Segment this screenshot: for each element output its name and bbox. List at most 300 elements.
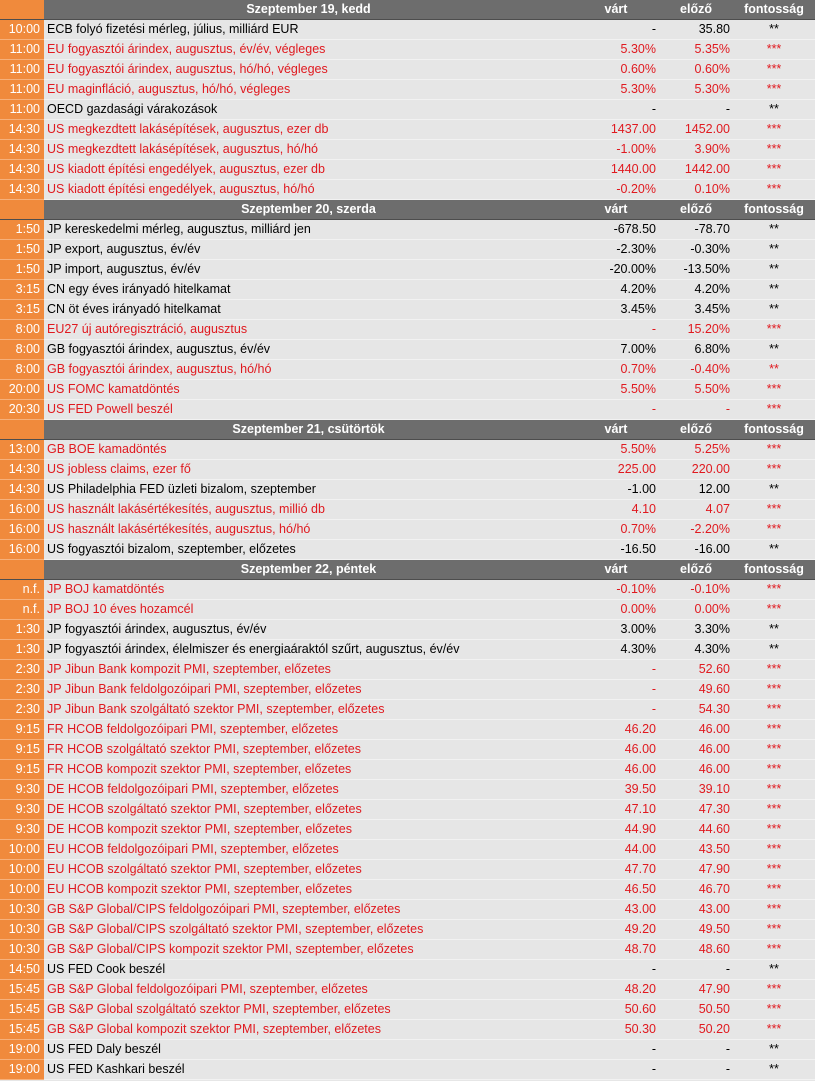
event-time: 3:15 (0, 300, 44, 320)
expected-value: - (573, 400, 659, 420)
expected-header: várt (573, 560, 659, 580)
importance-stars: *** (733, 740, 815, 760)
event-time: 8:00 (0, 360, 44, 380)
expected-header: várt (573, 420, 659, 440)
event-row (0, 760, 815, 780)
expected-value: 46.00 (573, 740, 659, 760)
expected-value: -16.50 (573, 540, 659, 560)
event-name: JP Jibun Bank kompozit PMI, szeptember, előzetes (44, 660, 573, 680)
expected-value: 47.10 (573, 800, 659, 820)
event-time: 1:50 (0, 220, 44, 240)
event-name: DE HCOB feldolgozóipari PMI, szeptember, előzetes (44, 780, 573, 800)
time-column-spacer (0, 560, 44, 580)
importance-stars: ** (733, 240, 815, 260)
expected-value: - (573, 680, 659, 700)
importance-stars: *** (733, 940, 815, 960)
event-name: US megkezdtett lakásépítések, augusztus, ezer db (44, 120, 573, 140)
event-row (0, 260, 815, 280)
event-name: JP BOJ 10 éves hozamcél (44, 600, 573, 620)
event-row (0, 300, 815, 320)
importance-stars: *** (733, 840, 815, 860)
day-title: Szeptember 19, kedd (44, 0, 573, 20)
event-row (0, 960, 815, 980)
event-name: US FED Cook beszél (44, 960, 573, 980)
event-time: 10:30 (0, 940, 44, 960)
expected-value: 5.30% (573, 40, 659, 60)
event-time: 16:00 (0, 540, 44, 560)
event-name: EU HCOB kompozit szektor PMI, szeptember, előzetes (44, 880, 573, 900)
previous-value: -78.70 (659, 220, 733, 240)
previous-value: 49.50 (659, 920, 733, 940)
importance-stars: ** (733, 100, 815, 120)
expected-value: 0.60% (573, 60, 659, 80)
event-name: EU maginfláció, augusztus, hó/hó, végleges (44, 80, 573, 100)
event-name: CN öt éves irányadó hitelkamat (44, 300, 573, 320)
event-row (0, 520, 815, 540)
previous-value: -0.10% (659, 580, 733, 600)
event-row (0, 340, 815, 360)
event-time: 14:30 (0, 160, 44, 180)
event-row (0, 80, 815, 100)
previous-value: -13.50% (659, 260, 733, 280)
previous-value: - (659, 1060, 733, 1080)
previous-value: 35.80 (659, 20, 733, 40)
expected-value: -678.50 (573, 220, 659, 240)
event-row (0, 160, 815, 180)
expected-value: 49.20 (573, 920, 659, 940)
event-time: 9:15 (0, 720, 44, 740)
previous-value: 4.30% (659, 640, 733, 660)
event-row (0, 180, 815, 200)
expected-value: 7.00% (573, 340, 659, 360)
event-time: n.f. (0, 580, 44, 600)
event-row (0, 600, 815, 620)
previous-value: - (659, 960, 733, 980)
time-column-spacer (0, 420, 44, 440)
day-title: Szeptember 22, péntek (44, 560, 573, 580)
importance-stars: *** (733, 780, 815, 800)
importance-stars: *** (733, 800, 815, 820)
event-row (0, 100, 815, 120)
event-time: 9:15 (0, 760, 44, 780)
event-row (0, 60, 815, 80)
event-time: 1:50 (0, 240, 44, 260)
expected-value: 1440.00 (573, 160, 659, 180)
event-row (0, 400, 815, 420)
previous-value: 3.90% (659, 140, 733, 160)
event-name: US FED Daly beszél (44, 1040, 573, 1060)
event-time: 9:15 (0, 740, 44, 760)
day-title: Szeptember 21, csütörtök (44, 420, 573, 440)
event-time: 15:45 (0, 1020, 44, 1040)
event-time: 10:00 (0, 840, 44, 860)
event-row (0, 820, 815, 840)
event-name: US megkezdtett lakásépítések, augusztus, hó/hó (44, 140, 573, 160)
event-row (0, 1040, 815, 1060)
event-time: 10:30 (0, 920, 44, 940)
expected-value: 50.60 (573, 1000, 659, 1020)
previous-value: 5.35% (659, 40, 733, 60)
event-row (0, 980, 815, 1000)
expected-value: 46.20 (573, 720, 659, 740)
event-row (0, 880, 815, 900)
event-row (0, 240, 815, 260)
expected-value: 43.00 (573, 900, 659, 920)
event-name: US fogyasztói bizalom, szeptember, előzetes (44, 540, 573, 560)
expected-header: várt (573, 0, 659, 20)
expected-value: 0.00% (573, 600, 659, 620)
expected-value: 39.50 (573, 780, 659, 800)
previous-value: 47.90 (659, 980, 733, 1000)
importance-stars: *** (733, 900, 815, 920)
previous-value: 5.25% (659, 440, 733, 460)
time-column-spacer (0, 200, 44, 220)
importance-stars: *** (733, 700, 815, 720)
event-name: US FED Kashkari beszél (44, 1060, 573, 1080)
event-time: 16:00 (0, 500, 44, 520)
expected-value: 0.70% (573, 360, 659, 380)
event-row (0, 380, 815, 400)
event-time: 1:50 (0, 260, 44, 280)
importance-stars: *** (733, 600, 815, 620)
previous-value: 4.07 (659, 500, 733, 520)
previous-value: 15.20% (659, 320, 733, 340)
event-name: DE HCOB kompozit szektor PMI, szeptember, előzetes (44, 820, 573, 840)
event-name: JP fogyasztói árindex, augusztus, év/év (44, 620, 573, 640)
expected-value: -20.00% (573, 260, 659, 280)
previous-value: -16.00 (659, 540, 733, 560)
previous-value: 3.30% (659, 620, 733, 640)
expected-value: 5.30% (573, 80, 659, 100)
previous-header: előző (659, 200, 733, 220)
importance-stars: ** (733, 220, 815, 240)
importance-stars: ** (733, 1060, 815, 1080)
importance-stars: *** (733, 660, 815, 680)
previous-value: 0.00% (659, 600, 733, 620)
importance-stars: *** (733, 160, 815, 180)
expected-header: várt (573, 200, 659, 220)
importance-stars: ** (733, 540, 815, 560)
expected-value: - (573, 1040, 659, 1060)
importance-stars: *** (733, 500, 815, 520)
time-column-spacer (0, 0, 44, 20)
event-time: 19:00 (0, 1060, 44, 1080)
event-time: 1:30 (0, 640, 44, 660)
event-name: CN egy éves irányadó hitelkamat (44, 280, 573, 300)
expected-value: - (573, 20, 659, 40)
event-time: 15:45 (0, 1000, 44, 1020)
event-name: FR HCOB kompozit szektor PMI, szeptember, előzetes (44, 760, 573, 780)
previous-value: 5.30% (659, 80, 733, 100)
previous-value: 54.30 (659, 700, 733, 720)
event-row (0, 720, 815, 740)
event-row (0, 280, 815, 300)
expected-value: 4.20% (573, 280, 659, 300)
expected-value: -0.20% (573, 180, 659, 200)
previous-header: előző (659, 0, 733, 20)
event-name: US kiadott építési engedélyek, augusztus, ezer db (44, 160, 573, 180)
importance-stars: ** (733, 960, 815, 980)
event-row (0, 920, 815, 940)
previous-value: 50.50 (659, 1000, 733, 1020)
event-name: GB S&P Global/CIPS szolgáltató szektor PMI, szeptember, előzetes (44, 920, 573, 940)
expected-value: 5.50% (573, 380, 659, 400)
previous-value: 49.60 (659, 680, 733, 700)
previous-value: 5.50% (659, 380, 733, 400)
expected-value: - (573, 1060, 659, 1080)
event-time: 14:30 (0, 180, 44, 200)
previous-value: 48.60 (659, 940, 733, 960)
previous-value: 0.60% (659, 60, 733, 80)
event-row (0, 220, 815, 240)
event-time: 9:30 (0, 780, 44, 800)
importance-stars: ** (733, 640, 815, 660)
importance-stars: *** (733, 760, 815, 780)
importance-stars: *** (733, 60, 815, 80)
previous-value: 1452.00 (659, 120, 733, 140)
event-row (0, 1060, 815, 1080)
importance-stars: *** (733, 980, 815, 1000)
expected-value: - (573, 100, 659, 120)
event-name: US kiadott építési engedélyek, augusztus, hó/hó (44, 180, 573, 200)
expected-value: - (573, 320, 659, 340)
event-row (0, 140, 815, 160)
event-time: 10:00 (0, 880, 44, 900)
importance-stars: *** (733, 1000, 815, 1020)
event-name: JP import, augusztus, év/év (44, 260, 573, 280)
expected-value: 44.00 (573, 840, 659, 860)
importance-stars: *** (733, 460, 815, 480)
expected-value: 48.20 (573, 980, 659, 1000)
importance-stars: ** (733, 340, 815, 360)
previous-value: 43.50 (659, 840, 733, 860)
event-name: JP export, augusztus, év/év (44, 240, 573, 260)
event-time: 20:30 (0, 400, 44, 420)
event-time: 8:00 (0, 320, 44, 340)
importance-stars: *** (733, 40, 815, 60)
event-name: US használt lakásértékesítés, augusztus, millió db (44, 500, 573, 520)
previous-value: 46.00 (659, 760, 733, 780)
importance-stars: *** (733, 140, 815, 160)
previous-value: -2.20% (659, 520, 733, 540)
previous-value: 52.60 (659, 660, 733, 680)
importance-stars: ** (733, 480, 815, 500)
day-title: Szeptember 20, szerda (44, 200, 573, 220)
previous-value: 46.70 (659, 880, 733, 900)
event-name: US FOMC kamatdöntés (44, 380, 573, 400)
event-row (0, 620, 815, 640)
importance-stars: *** (733, 120, 815, 140)
importance-stars: ** (733, 1040, 815, 1060)
event-name: DE HCOB szolgáltató szektor PMI, szeptember, előzetes (44, 800, 573, 820)
day-header (0, 0, 815, 20)
event-time: 11:00 (0, 80, 44, 100)
event-time: 14:30 (0, 480, 44, 500)
importance-stars: *** (733, 440, 815, 460)
event-name: US jobless claims, ezer fő (44, 460, 573, 480)
importance-header: fontosság (733, 200, 815, 220)
event-row (0, 660, 815, 680)
event-name: GB S&P Global szolgáltató szektor PMI, szeptember, előzetes (44, 1000, 573, 1020)
event-time: 14:30 (0, 460, 44, 480)
event-name: US használt lakásértékesítés, augusztus, hó/hó (44, 520, 573, 540)
event-row (0, 700, 815, 720)
event-row (0, 940, 815, 960)
previous-value: 47.90 (659, 860, 733, 880)
previous-value: 3.45% (659, 300, 733, 320)
expected-value: 46.00 (573, 760, 659, 780)
event-name: FR HCOB szolgáltató szektor PMI, szeptember, előzetes (44, 740, 573, 760)
previous-value: 12.00 (659, 480, 733, 500)
importance-stars: *** (733, 580, 815, 600)
event-name: JP BOJ kamatdöntés (44, 580, 573, 600)
importance-stars: ** (733, 300, 815, 320)
event-time: 2:30 (0, 680, 44, 700)
event-name: GB S&P Global kompozit szektor PMI, szeptember, előzetes (44, 1020, 573, 1040)
event-time: 9:30 (0, 800, 44, 820)
previous-value: - (659, 1040, 733, 1060)
event-name: ECB folyó fizetési mérleg, július, milliárd EUR (44, 20, 573, 40)
event-name: GB S&P Global/CIPS kompozit szektor PMI, szeptember, előzetes (44, 940, 573, 960)
event-time: 16:00 (0, 520, 44, 540)
previous-value: 4.20% (659, 280, 733, 300)
previous-value: 39.10 (659, 780, 733, 800)
event-time: 10:00 (0, 20, 44, 40)
event-name: GB S&P Global/CIPS feldolgozóipari PMI, szeptember, előzetes (44, 900, 573, 920)
event-name: EU27 új autóregisztráció, augusztus (44, 320, 573, 340)
importance-header: fontosság (733, 420, 815, 440)
event-row (0, 120, 815, 140)
event-row (0, 680, 815, 700)
event-time: 10:30 (0, 900, 44, 920)
importance-stars: *** (733, 320, 815, 340)
day-header (0, 200, 815, 220)
event-row (0, 580, 815, 600)
previous-value: - (659, 100, 733, 120)
event-time: 13:00 (0, 440, 44, 460)
event-row (0, 360, 815, 380)
event-name: JP kereskedelmi mérleg, augusztus, milliárd jen (44, 220, 573, 240)
event-time: 10:00 (0, 860, 44, 880)
previous-value: - (659, 400, 733, 420)
event-name: EU HCOB feldolgozóipari PMI, szeptember, előzetes (44, 840, 573, 860)
event-name: US FED Powell beszél (44, 400, 573, 420)
event-row (0, 500, 815, 520)
event-row (0, 320, 815, 340)
event-name: OECD gazdasági várakozások (44, 100, 573, 120)
event-name: FR HCOB feldolgozóipari PMI, szeptember, előzetes (44, 720, 573, 740)
expected-value: -1.00% (573, 140, 659, 160)
event-row (0, 40, 815, 60)
day-header (0, 420, 815, 440)
previous-value: 50.20 (659, 1020, 733, 1040)
event-row (0, 780, 815, 800)
event-name: GB fogyasztói árindex, augusztus, év/év (44, 340, 573, 360)
expected-value: 3.00% (573, 620, 659, 640)
previous-value: -0.40% (659, 360, 733, 380)
event-row (0, 640, 815, 660)
event-name: JP Jibun Bank feldolgozóipari PMI, szeptember, előzetes (44, 680, 573, 700)
event-row (0, 860, 815, 880)
importance-stars: ** (733, 260, 815, 280)
event-time: 11:00 (0, 100, 44, 120)
expected-value: - (573, 960, 659, 980)
expected-value: 44.90 (573, 820, 659, 840)
event-row (0, 740, 815, 760)
expected-value: 5.50% (573, 440, 659, 460)
event-time: 8:00 (0, 340, 44, 360)
event-name: EU fogyasztói árindex, augusztus, év/év, végleges (44, 40, 573, 60)
importance-stars: *** (733, 820, 815, 840)
event-time: 2:30 (0, 660, 44, 680)
expected-value: 47.70 (573, 860, 659, 880)
event-name: JP Jibun Bank szolgáltató szektor PMI, szeptember, előzetes (44, 700, 573, 720)
importance-header: fontosság (733, 0, 815, 20)
importance-stars: *** (733, 720, 815, 740)
event-time: 14:50 (0, 960, 44, 980)
importance-header: fontosság (733, 560, 815, 580)
previous-value: 220.00 (659, 460, 733, 480)
expected-value: 48.70 (573, 940, 659, 960)
importance-stars: *** (733, 1020, 815, 1040)
expected-value: 4.10 (573, 500, 659, 520)
event-time: 20:00 (0, 380, 44, 400)
event-time: 1:30 (0, 620, 44, 640)
event-name: JP fogyasztói árindex, élelmiszer és energiaáraktól szűrt, augusztus, év/év (44, 640, 573, 660)
event-time: 3:15 (0, 280, 44, 300)
event-row (0, 900, 815, 920)
previous-value: 44.60 (659, 820, 733, 840)
expected-value: -2.30% (573, 240, 659, 260)
event-name: GB BOE kamadöntés (44, 440, 573, 460)
expected-value: 225.00 (573, 460, 659, 480)
event-row (0, 1000, 815, 1020)
day-header (0, 560, 815, 580)
importance-stars: ** (733, 620, 815, 640)
expected-value: - (573, 660, 659, 680)
previous-value: 6.80% (659, 340, 733, 360)
expected-value: -0.10% (573, 580, 659, 600)
event-name: EU HCOB szolgáltató szektor PMI, szeptember, előzetes (44, 860, 573, 880)
event-time: 14:30 (0, 120, 44, 140)
event-time: 11:00 (0, 40, 44, 60)
event-time: 15:45 (0, 980, 44, 1000)
event-time: 2:30 (0, 700, 44, 720)
importance-stars: *** (733, 920, 815, 940)
importance-stars: *** (733, 860, 815, 880)
event-time: 19:00 (0, 1040, 44, 1060)
event-name: US Philadelphia FED üzleti bizalom, szeptember (44, 480, 573, 500)
importance-stars: *** (733, 380, 815, 400)
event-name: GB S&P Global feldolgozóipari PMI, szeptember, előzetes (44, 980, 573, 1000)
event-name: EU fogyasztói árindex, augusztus, hó/hó, végleges (44, 60, 573, 80)
previous-header: előző (659, 420, 733, 440)
expected-value: - (573, 700, 659, 720)
importance-stars: *** (733, 400, 815, 420)
expected-value: 4.30% (573, 640, 659, 660)
previous-value: 1442.00 (659, 160, 733, 180)
event-row (0, 460, 815, 480)
previous-value: 0.10% (659, 180, 733, 200)
event-row (0, 480, 815, 500)
previous-header: előző (659, 560, 733, 580)
expected-value: 3.45% (573, 300, 659, 320)
event-time: 11:00 (0, 60, 44, 80)
event-time: 14:30 (0, 140, 44, 160)
expected-value: 46.50 (573, 880, 659, 900)
event-row (0, 840, 815, 860)
expected-value: -1.00 (573, 480, 659, 500)
